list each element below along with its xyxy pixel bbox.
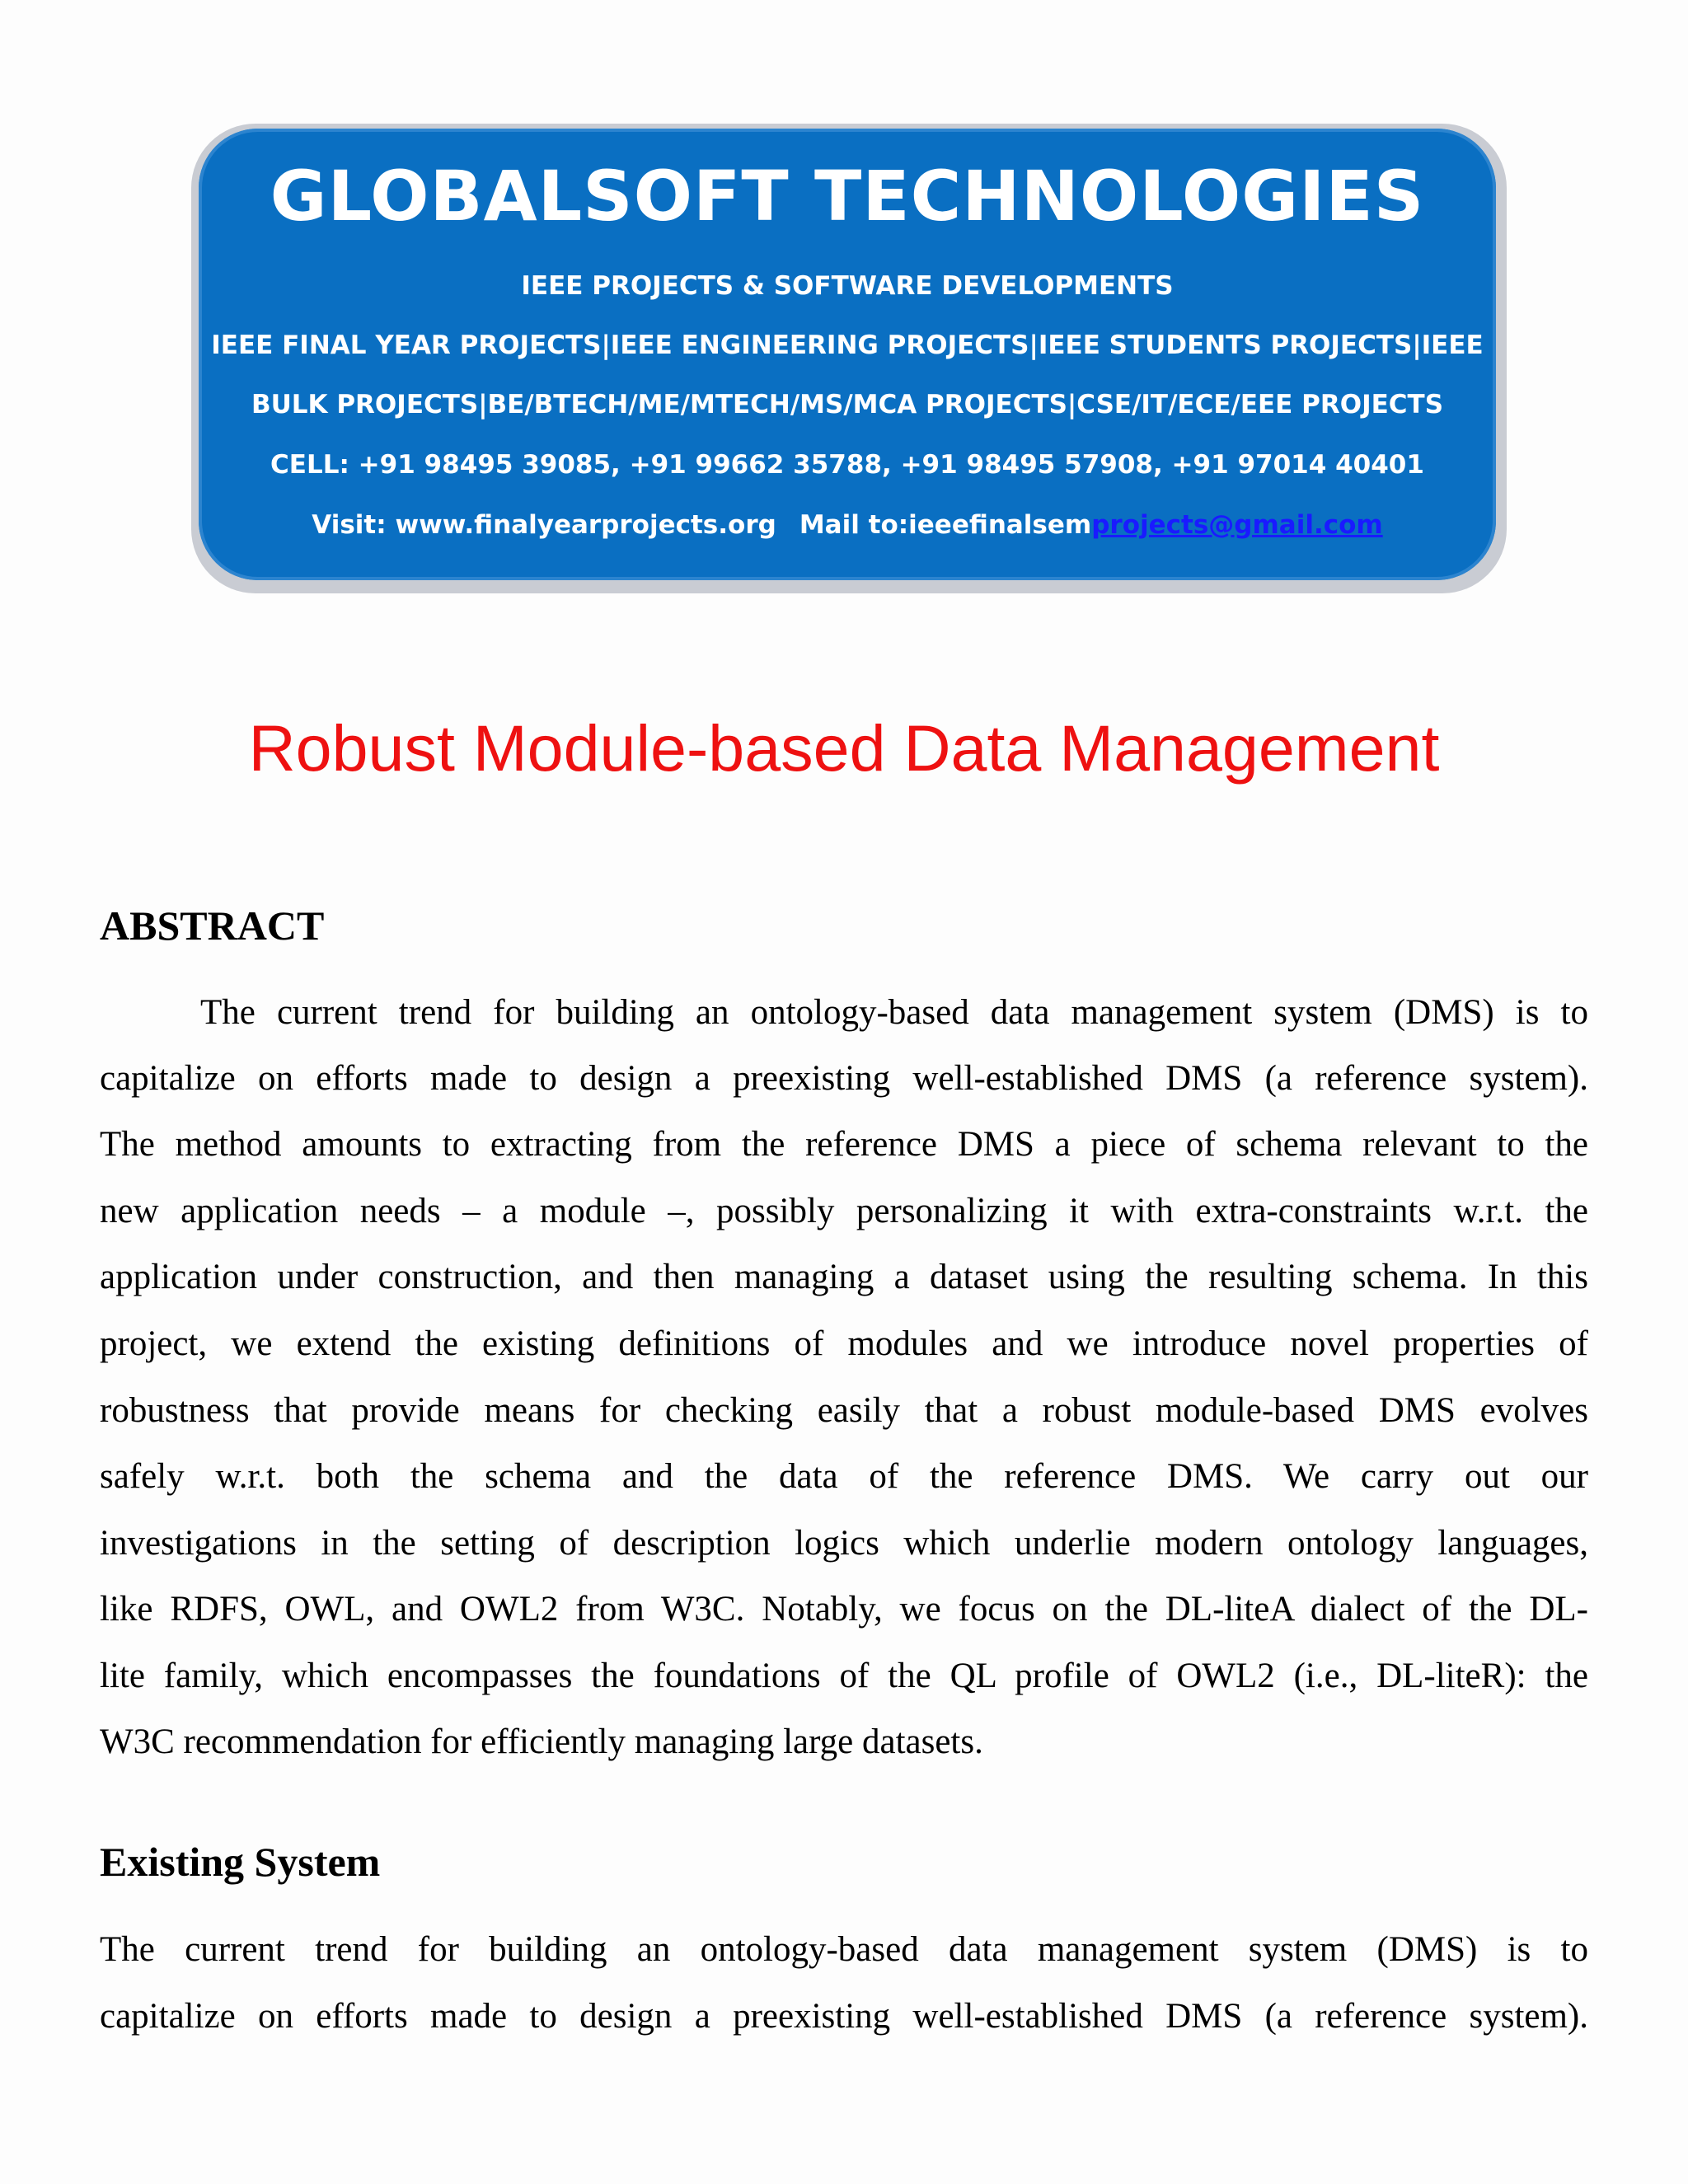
abstract-heading: ABSTRACT	[100, 902, 325, 949]
abstract-line: new application needs – a module –, possibly personalizing it with extra-constraints w.r.t. the	[100, 1192, 1588, 1230]
visit-website-text: Visit: www.finalyearprojects.org	[312, 510, 776, 540]
mail-prefix-text: Mail to:ieeefinalsem	[799, 510, 1092, 540]
banner-contact-line	[199, 510, 1496, 540]
banner-projects-line-1: IEEE FINAL YEAR PROJECTS|IEEE ENGINEERING PROJECTS|IEEE STUDENTS PROJECTS|IEEE	[211, 330, 1484, 360]
banner-tagline: IEEE PROJECTS & SOFTWARE DEVELOPMENTS	[521, 271, 1174, 301]
abstract-line: The current trend for building an ontology-based data management system (DMS) is to	[200, 993, 1588, 1032]
company-name: GLOBALSOFT TECHNOLOGIES	[270, 156, 1425, 237]
abstract-line: The method amounts to extracting from the reference DMS a piece of schema relevant to the	[100, 1125, 1588, 1164]
existing-system-line: The current trend for building an ontology-based data management system (DMS) is to	[100, 1930, 1588, 1969]
email-link[interactable]: projects@gmail.com	[1091, 510, 1383, 540]
company-banner	[199, 129, 1496, 580]
existing-system-heading: Existing System	[100, 1839, 381, 1885]
existing-system-line: capitalize on efforts made to design a preexisting well-established DMS (a reference system).	[100, 1997, 1588, 2036]
document-title: Robust Module-based Data Management	[248, 711, 1440, 785]
abstract-line: lite family, which encompasses the foundations of the QL profile of OWL2 (i.e., DL-liteR): the	[100, 1657, 1588, 1695]
abstract-line: capitalize on efforts made to design a preexisting well-established DMS (a reference system).	[100, 1059, 1588, 1098]
abstract-line: safely w.r.t. both the schema and the data of the reference DMS. We carry out our	[100, 1457, 1588, 1496]
banner-projects-line-2: BULK PROJECTS|BE/BTECH/ME/MTECH/MS/MCA PROJECTS|CSE/IT/ECE/EEE PROJECTS	[251, 390, 1444, 419]
abstract-line: application under construction, and then managing a dataset using the resulting schema. In this	[100, 1258, 1588, 1296]
abstract-line: investigations in the setting of description logics which underlie modern ontology languages,	[100, 1524, 1588, 1563]
abstract-line: W3C recommendation for efficiently managing large datasets.	[100, 1722, 983, 1761]
abstract-line: like RDFS, OWL, and OWL2 from W3C. Notably, we focus on the DL-liteA dialect of the DL-	[100, 1590, 1588, 1629]
abstract-line: project, we extend the existing definitions of modules and we introduce novel properties of	[100, 1324, 1588, 1363]
abstract-line: robustness that provide means for checking easily that a robust module-based DMS evolves	[100, 1391, 1588, 1430]
banner-phone-numbers: CELL: +91 98495 39085, +91 99662 35788, +91 98495 57908, +91 97014 40401	[270, 450, 1424, 480]
